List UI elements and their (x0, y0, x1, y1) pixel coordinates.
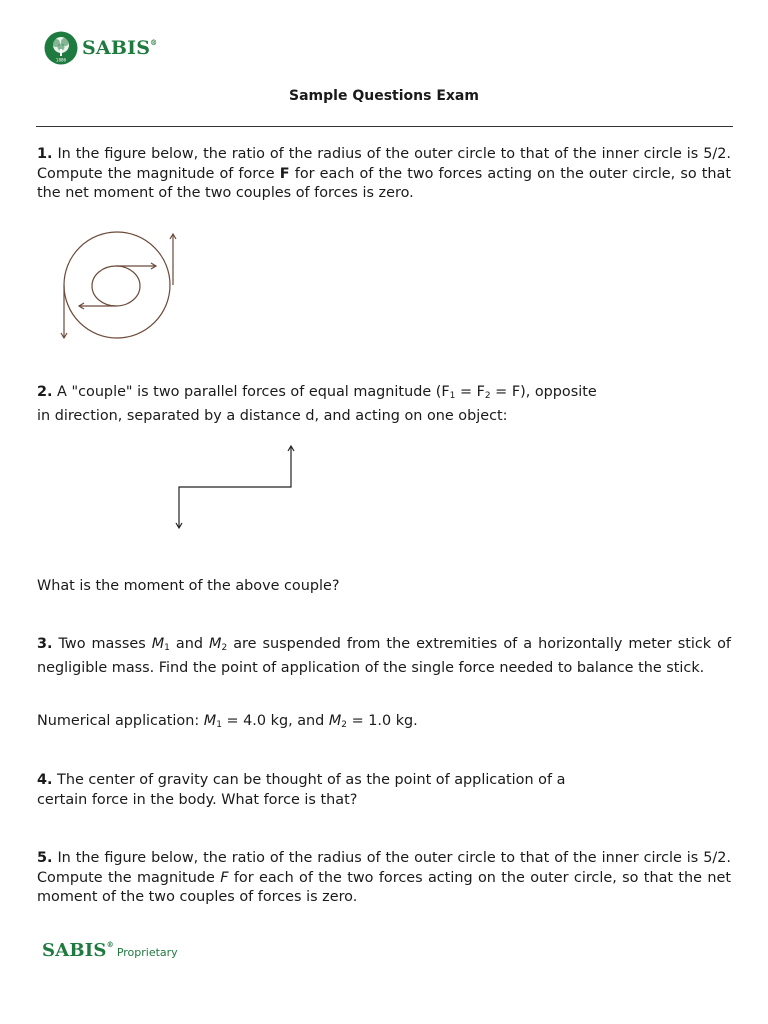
seal-year: 1886 (55, 57, 67, 63)
question-5: 5. In the figure below, the ratio of the radius of the outer circle to that of the inner circle is 5/2. Compute the magnitude F for each of the two forces acting on the outer circle, so that the net moment of the two couples of forces is zero. (37, 850, 731, 905)
tree-seal-icon (44, 31, 78, 65)
footer-proprietary-label: Proprietary (116, 946, 178, 959)
footer-logo (42, 940, 178, 961)
circles-couple-figure (55, 228, 190, 343)
question-2: 2. A "couple" is two parallel forces of equal magnitude $(F_1 = F_2 = F)$, opposite in direction, separated by a distance d, and acting on one object: (37, 384, 597, 424)
brand-name: SABIS® (82, 37, 158, 59)
title-divider (36, 126, 733, 127)
question-1: 1. In the figure below, the ratio of the radius of the outer circle to that of the inner circle is 5/2. Compute the magnitude of force F for each of the two forces acting on the outer circle, so that the net moment of the two couples of forces is zero. (37, 146, 732, 201)
question-3: 3. Two masses $M_1$ and $M_2$ are suspended from the extremities of a horizontally meter stick of negligible mass. Find the point of application of the single force needed to balance the stick. (37, 636, 731, 676)
couple-figure (170, 440, 300, 535)
sabis-logo (44, 31, 157, 65)
inner-circle (92, 266, 140, 306)
page-title: Sample Questions Exam (289, 88, 479, 104)
footer-brand: SABIS® (42, 940, 114, 961)
question-3-numerical-application: Numerical application: $M_1 = 4.0$ kg, and $M_2 = 1.0$ kg. (37, 713, 418, 730)
question-2-followup: What is the moment of the above couple? (37, 578, 340, 594)
question-4: 4. The center of gravity can be thought of as the point of application of a certain force in the body. What force is that? (37, 772, 566, 808)
couple-path (179, 446, 291, 528)
outer-circle (64, 232, 170, 338)
